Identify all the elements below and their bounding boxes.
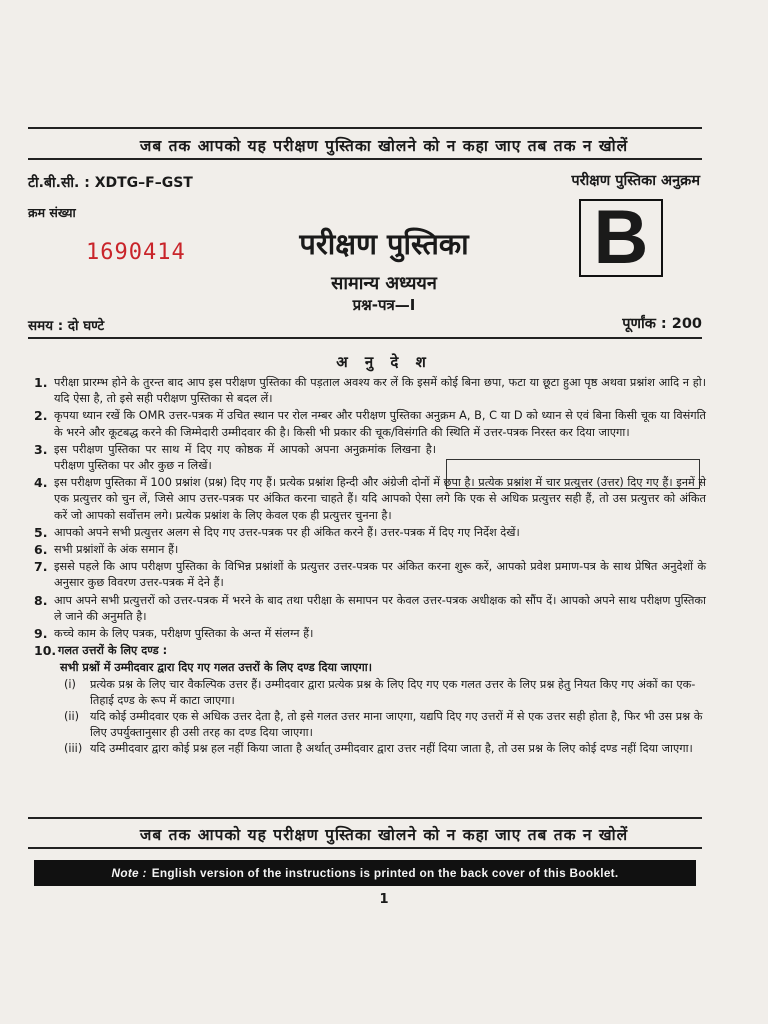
instruction-number: 8. [34,592,48,608]
instructions-heading: अ नु दे श [336,353,432,371]
serial-number: 1690414 [86,240,186,265]
instruction-number: 10. [34,643,57,659]
instruction-item [34,593,706,625]
penalty-text: प्रत्येक प्रश्न के लिए चार वैकल्पिक उत्तर हैं। उम्मीदवार द्वारा प्रत्येक प्रश्न के लिए दिए गए एक गलत उत्तर के लिए प्रश्न हेतु नियत किए गए अंकों का एक-तिहाई दण्ड के रूप में काटा जाएगा। [90,677,696,707]
instruction-item [34,525,706,541]
penalty-number: (i) [64,677,76,691]
penalty-number: (ii) [64,710,80,724]
bottom-rule [28,817,702,819]
instruction-number: 7. [34,559,48,575]
instruction-text: गलत उत्तरों के लिए दण्ड : [58,644,168,658]
penalty-item [64,677,706,709]
penalty-text: यदि कोई उम्मीदवार एक से अधिक उत्तर देता है, तो इसे गलत उत्तर माना जाएगा, यद्यपि दिए गए उत्तरों में से एक उत्तर सही होता है, फिर भी उस प्रश्न के लिए उपर्युक्तानुसार ही उसी तरह का दण्ड दिया जाएगा। [90,710,703,740]
instruction-text: सभी प्रश्नांशों के अंक समान हैं। [54,543,179,557]
booklet-sequence-label: परीक्षण पुस्तिका अनुक्रम [571,173,700,189]
penalty-text: यदि उम्मीदवार द्वारा कोई प्रश्न हल नहीं किया जाता है अर्थात् उम्मीदवार द्वारा उत्तर नहीं दिया जाता है, तो उस प्रश्न के लिए कोई दण्ड नहीं दिया जाएगा। [90,742,693,756]
instruction-number: 2. [34,408,48,424]
instruction-text: आपको अपने सभी प्रत्युत्तर अलग से दिए गए उत्तर-पत्रक पर ही अंकित करने हैं। उत्तर-पत्रक में दिए गए निर्देश देखें। [54,525,520,539]
instruction-item [34,375,706,407]
penalty-item [64,709,706,741]
paper-title: प्रश्न-पत्र—I [352,296,416,314]
instruction-number: 3. [34,441,48,457]
instruction-number: 4. [34,475,48,491]
header-divider [28,337,702,339]
tbc-code: टी.बी.सी. : XDTG–F–GST [28,175,193,191]
instruction-text: कृपया ध्यान रखें कि OMR उत्तर-पत्रक में उचित स्थान पर रोल नम्बर और परीक्षण पुस्तिका अनुक्रम A, B, C या D को ध्यान से एवं बिना किसी चूक या विसंगति के भरने और कूटबद्ध करने की जिम्मेदारी उम्मीदवार की है। किसी भी प्रकार की चूक/विसंगति की स्थिति में उत्तर-पत्रक निरस्त कर दिया जाएगा। [54,409,706,439]
penalty-intro: सभी प्रश्नों में उम्मीदवार द्वारा दिए गए गलत उत्तरों के लिए दण्ड दिया जाएगा। [60,661,372,675]
instruction-text: कच्चे काम के लिए पत्रक, परीक्षण पुस्तिका के अन्त में संलग्न हैं। [54,627,314,641]
top-rule [28,127,702,129]
bottom-rule-lower [28,847,702,849]
top-warning-banner: जब तक आपको यह परीक्षण पुस्तिका खोलने को न कहा जाए तब तक न खोलें [139,137,629,155]
instruction-item [34,643,706,659]
instruction-number: 5. [34,524,48,540]
booklet-title: परीक्षण पुस्तिका [299,227,469,261]
serial-label: क्रम संख्या [28,205,76,220]
instruction-item [34,475,706,524]
series-box [579,195,663,280]
time-allowed: समय : दो घण्टे [28,318,105,334]
note-label: Note : [111,866,147,880]
penalty-number: (iii) [64,742,83,756]
english-note-bar [34,860,696,886]
instruction-number: 9. [34,626,48,642]
instruction-text: इस परीक्षण पुस्तिका पर साथ में दिए गए कोष्ठक में आपको अपना अनुक्रमांक लिखना है। परीक्षण पुस्तिका पर और कुछ न लिखें। [54,442,436,473]
instruction-item [34,442,706,474]
full-marks: पूर्णांक : 200 [622,316,702,332]
penalty-item [64,741,706,757]
instruction-number: 1. [34,375,48,390]
instruction-item [34,626,706,642]
note-text: English version of the instructions is printed on the back cover of this Booklet. [151,866,619,880]
instruction-item [34,542,706,558]
instruction-text: इस परीक्षण पुस्तिका में 100 प्रश्नांश (प्रश्न) दिए गए हैं। प्रत्येक प्रश्नांश हिन्दी और अंग्रेजी दोनों में छपा है। प्रत्येक प्रश्नांश में चार प्रत्युत्तर (उत्तर) दिए गए हैं। इनमें से एक प्रत्युत्तर को चुन लें, जिसे आप उत्तर-पत्रक पर अंकित करना चाहते हैं। यदि आपको ऐसा लगे कि एक से अधिक प्रत्युत्तर सही हैं, तो उस प्रत्युत्तर को अंकित करें जो आपको सर्वोत्तम लगे। प्रत्येक प्रश्नांश के लिए केवल एक ही प्रत्युत्तर चुनना है। [54,476,706,522]
instruction-text: आप अपने सभी प्रत्युत्तरों को उत्तर-पत्रक में भरने के बाद तथा परीक्षा के समापन पर केवल उत्तर-पत्रक अधीक्षक को सौंप दें। आपको अपने साथ परीक्षण पुस्तिका ले जाने की अनुमति है। [54,593,706,623]
instruction-text: परीक्षा प्रारम्भ होने के तुरन्त बाद आप इस परीक्षण पुस्तिका की पड़ताल अवश्य कर लें कि इसमें कोई बिना छपा, फटा या छूटा हुआ पृष्ठ अथवा प्रश्नांश आदि न हो। यदि ऐसा है, तो इसे सही परीक्षण पुस्तिका से बदल लें। [54,376,706,406]
instruction-number: 6. [34,542,48,558]
subject-title: सामान्य अध्ययन [331,273,437,294]
instruction-item [34,408,706,440]
series-letter: B [593,195,649,280]
top-rule-lower [28,158,702,160]
instruction-text: इससे पहले कि आप परीक्षण पुस्तिका के विभिन्न प्रश्नांशों के प्रत्युत्तर उत्तर-पत्रक पर अंकित करना शुरू करें, आपको प्रवेश प्रमाण-पत्र के साथ प्रेषित अनुदेशों के अनुसार कुछ विवरण उत्तर-पत्रक में देने हैं। [54,560,706,590]
bottom-warning-banner: जब तक आपको यह परीक्षण पुस्तिका खोलने को न कहा जाए तब तक न खोलें [139,826,629,844]
page-number: 1 [379,892,389,907]
instruction-item [34,559,706,591]
instructions-list [34,375,706,758]
